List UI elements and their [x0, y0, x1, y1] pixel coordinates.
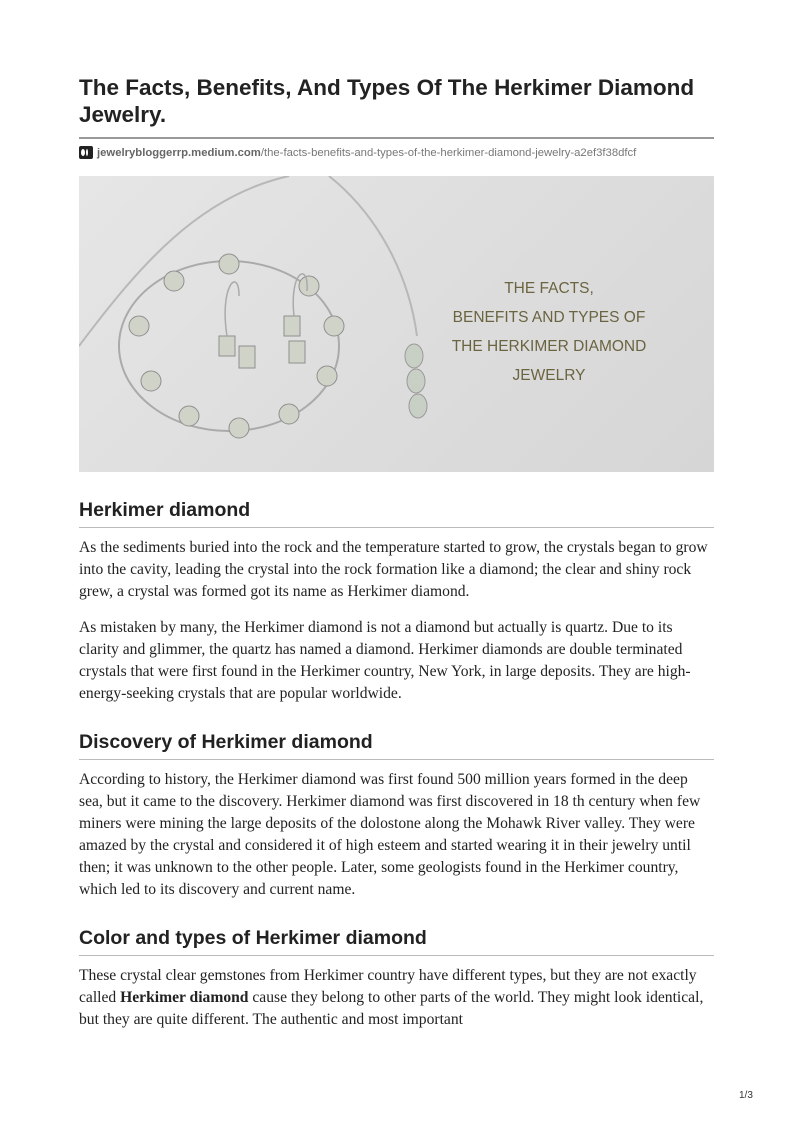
paragraph: According to history, the Herkimer diamond was first found 500 million years formed in the deep sea, but it came to the discovery. Herkimer diamond was first discovered in 18 th century when few miners were mining the large deposits of the dolostone along the Mohawk River valley. They were amazed by the crystal and considered it of high esteem and started wearing it in their jewelry until then; it was unknown to the other people. Later, some geologists found in the Herkimer country, which led to its discovery and current name. — [79, 771, 701, 898]
text: cause they belong to other parts of the world. They might look identical, but they are quite different. The authentic and most important — [79, 989, 704, 1028]
text: These crystal clear gemstones from Herkimer country have different types, but they are not exactly called — [79, 967, 697, 1006]
hero-caption — [429, 274, 669, 390]
page-title: The Facts, Benefits, And Types Of The Herkimer Diamond Jewelry. — [79, 75, 695, 127]
hero-line: JEWELRY — [512, 367, 586, 384]
section-heading: Color and types of Herkimer diamond — [79, 926, 714, 956]
hero-image — [79, 176, 714, 472]
paragraph: As the sediments buried into the rock and the temperature started to grow, the crystals began to grow into the cavity, leading the crystal into the rock formation like a diamond; the clear and shiny rock grew, a crystal was formed got its name as Herkimer diamond. — [79, 539, 708, 600]
medium-logo-icon — [79, 146, 93, 159]
bold-term: Herkimer diamond — [120, 989, 249, 1006]
section-heading: Discovery of Herkimer diamond — [79, 730, 714, 760]
hero-line: THE FACTS, — [504, 280, 594, 297]
hero-line: THE HERKIMER DIAMOND — [451, 338, 647, 355]
paragraph: As mistaken by many, the Herkimer diamond is not a diamond but actually is quartz. Due to its clarity and glimmer, the quartz has named a diamond. Herkimer diamonds are double terminated crystals that were first found in the Herkimer country, New York, in large deposits. They are high-energy-seeking crystals that are popular worldwide. — [79, 619, 691, 702]
section-heading: Herkimer diamond — [79, 498, 714, 528]
divider — [79, 137, 714, 139]
paragraph — [79, 965, 714, 1031]
hero-line: BENEFITS AND TYPES OF — [452, 309, 646, 326]
page-number: 1/3 — [739, 1090, 753, 1101]
url-path: /the-facts-benefits-and-types-of-the-herkimer-diamond-jewelry-a2ef3f38dfcf — [260, 146, 637, 159]
url-domain: jewelrybloggerrp.medium.com — [97, 146, 261, 159]
article — [79, 74, 714, 1031]
source-link[interactable] — [79, 146, 714, 159]
